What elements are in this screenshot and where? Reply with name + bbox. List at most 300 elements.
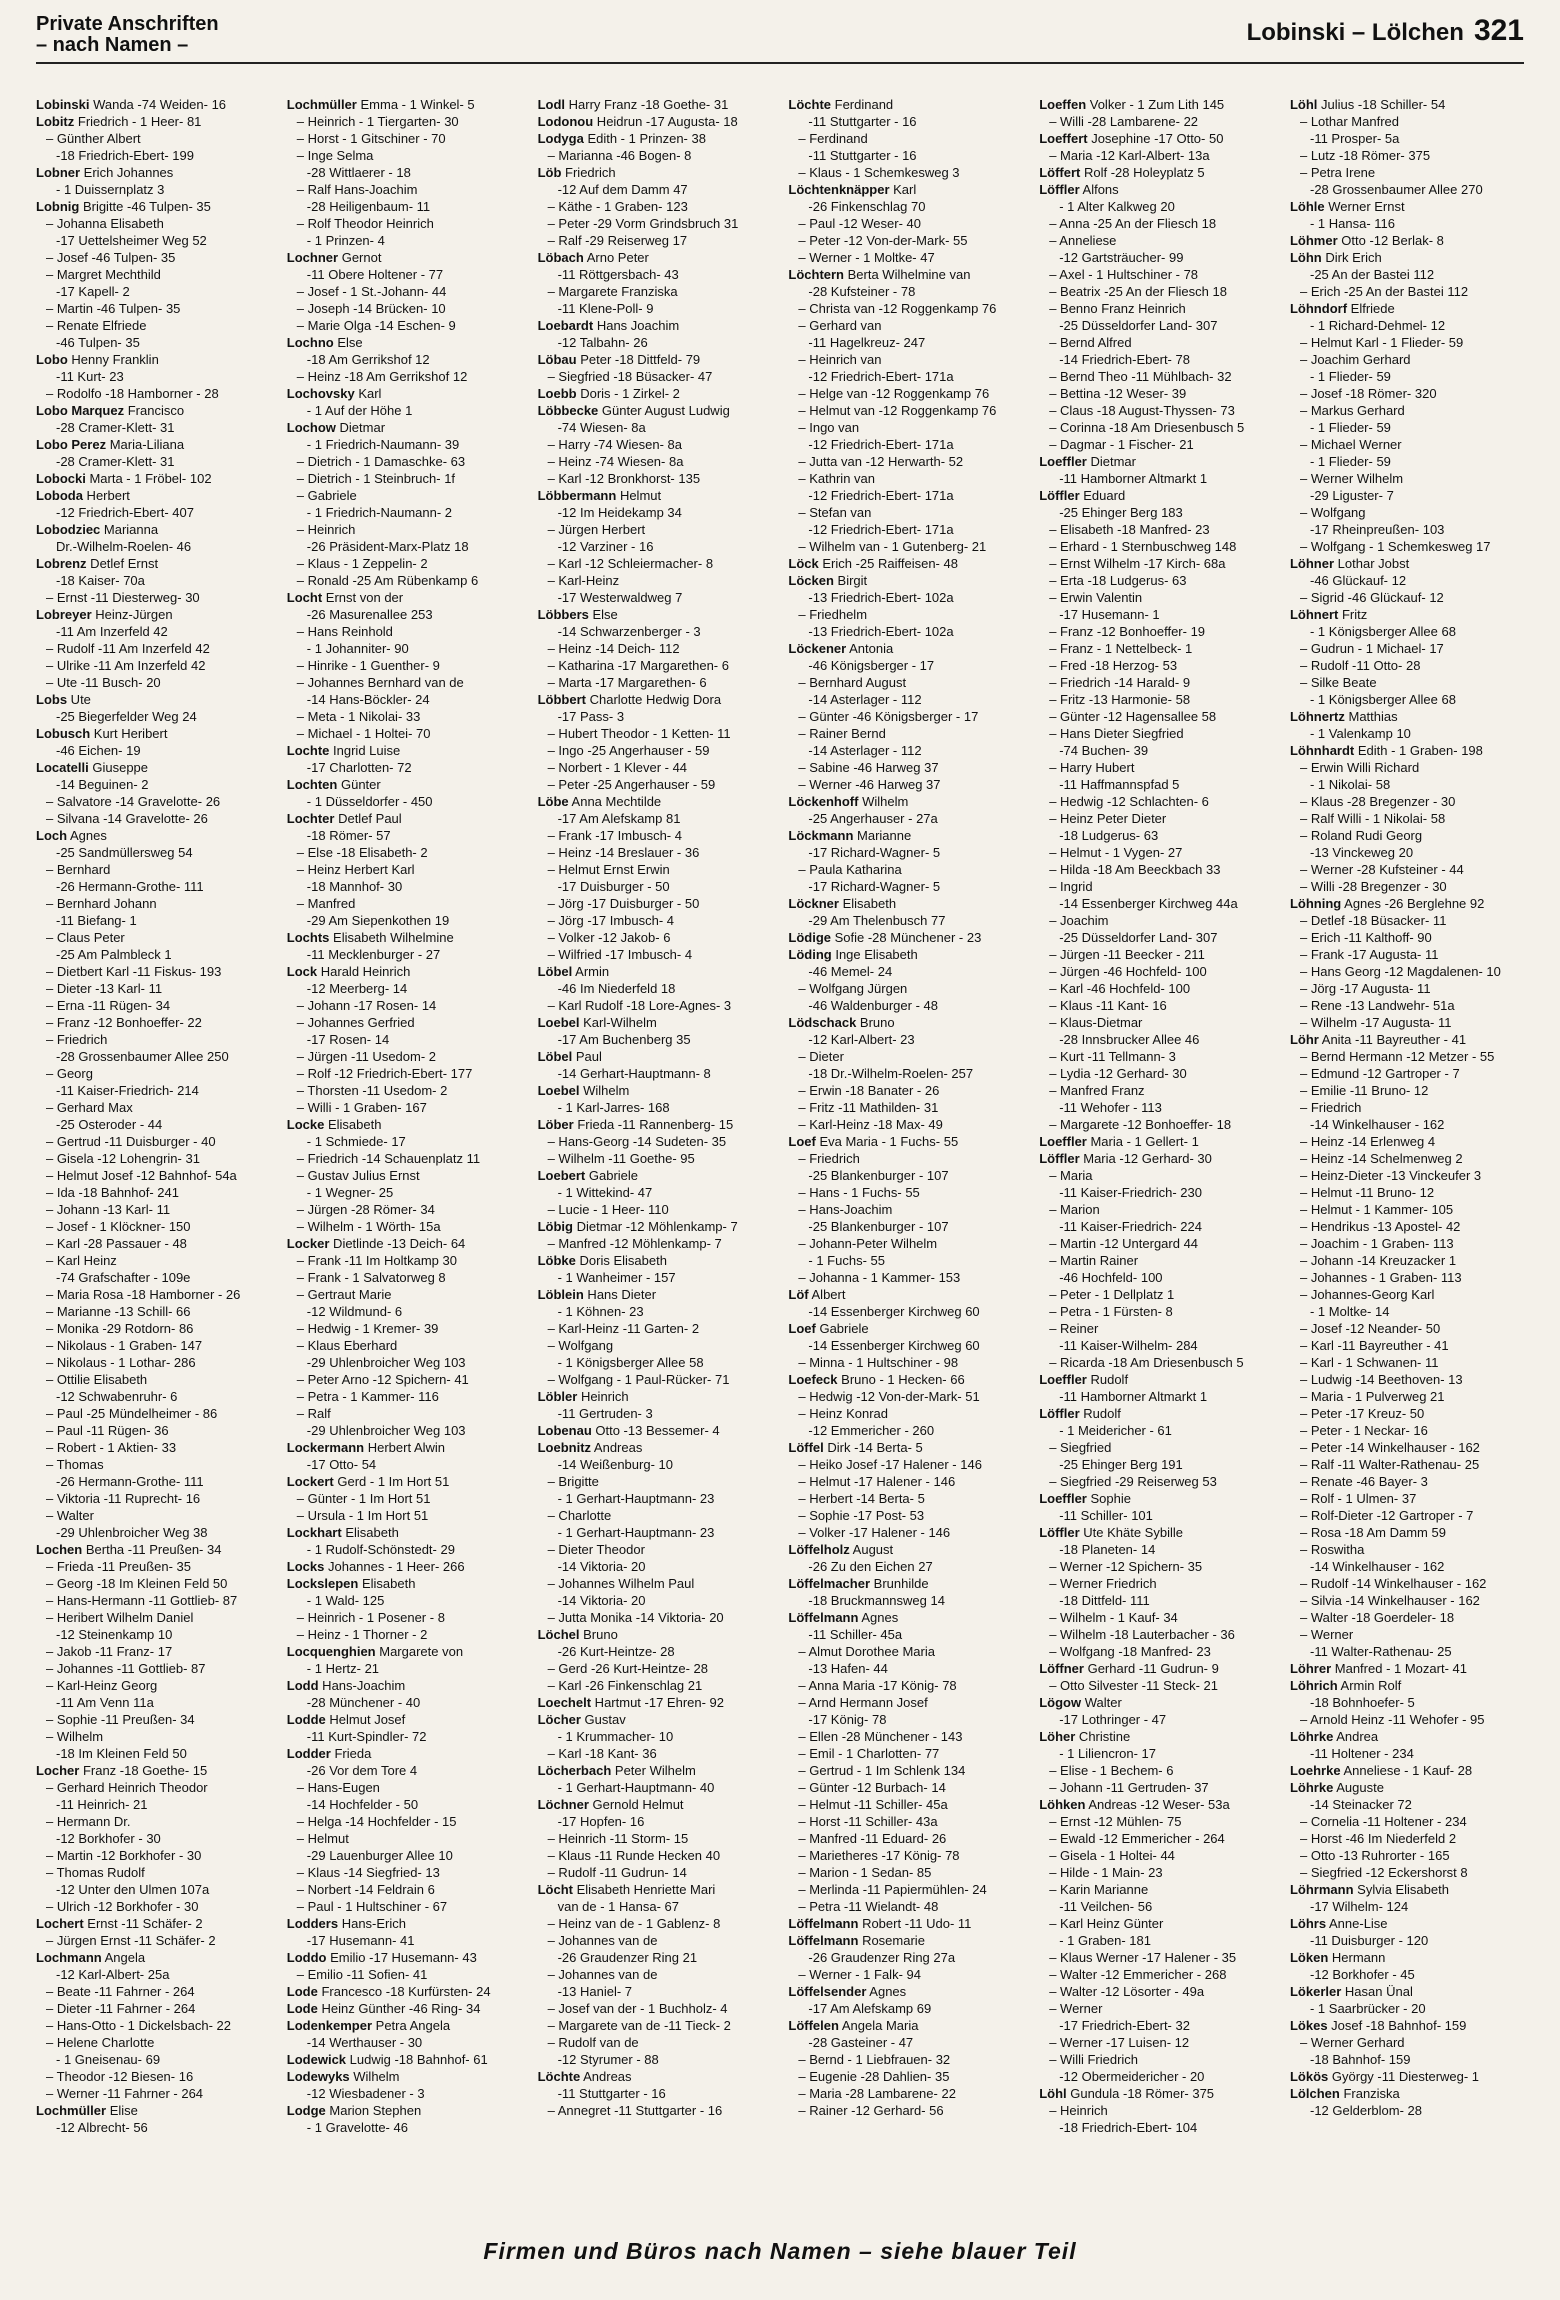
- listing-subentry: [36, 266, 272, 283]
- entry-text: – Helmut Karl - 1 Flieder- 59: [1299, 335, 1464, 350]
- entry-text: – Maria - 1 Pulverweg 21: [1299, 1389, 1445, 1404]
- listing-subentry: [287, 1201, 523, 1218]
- entry-text: -12 Albrecht- 56: [56, 2120, 148, 2135]
- listing-entry: [36, 759, 272, 776]
- listing-subentry: [287, 912, 523, 929]
- listing-subentry: [538, 895, 774, 912]
- entry-text: – Wolfgang: [1299, 505, 1366, 520]
- entry-text: Petra Angela: [372, 2018, 451, 2033]
- listing-entry: [1039, 130, 1275, 147]
- entry-text: -12 Borkhofer - 30: [56, 1831, 161, 1846]
- entry-text: – Bernd Hermann -12 Metzer - 55: [1299, 1049, 1495, 1064]
- surname: Löhmer: [1289, 233, 1338, 248]
- listing-subentry: [287, 1813, 523, 1830]
- entry-text: – Elisabeth -18 Manfred- 23: [1049, 522, 1210, 537]
- entry-text: Anneliese - 1 Kauf- 28: [1340, 1763, 1473, 1778]
- entry-text: – Johannes van de: [547, 1933, 658, 1948]
- entry-text: - 1 Königsberger Allee 68: [1309, 624, 1456, 639]
- listing-subentry: [538, 1133, 774, 1150]
- entry-text: Else: [588, 607, 618, 622]
- listing-subentry: [36, 963, 272, 980]
- entry-text: – Cornelia -11 Holtener - 234: [1299, 1814, 1467, 1829]
- entry-text: – Johann-Peter Wilhelm: [798, 1236, 938, 1251]
- entry-text: – Friedrich -14 Schauenplatz 11: [296, 1151, 481, 1166]
- listing-subentry: [287, 1932, 523, 1949]
- listing-subentry: [287, 215, 523, 232]
- entry-text: Marianna: [100, 522, 159, 537]
- listing-entry: [1290, 1762, 1526, 1779]
- entry-text: – Peter - 1 Dellplatz 1: [1049, 1287, 1175, 1302]
- surname: Lodders: [286, 1916, 339, 1931]
- listing-subentry: [1039, 1167, 1275, 1184]
- entry-text: – Peter -29 Vorm Grindsbruch 31: [547, 216, 739, 231]
- listing-subentry: [287, 1490, 523, 1507]
- listing-subentry: [36, 1354, 272, 1371]
- entry-text: – Ralf: [296, 1406, 331, 1421]
- listing-subentry: [36, 2085, 272, 2102]
- entry-text: - 1 Wald- 125: [306, 1593, 385, 1608]
- listing-subentry: [1290, 1813, 1526, 1830]
- listing-subentry: [788, 810, 1024, 827]
- listing-subentry: [788, 657, 1024, 674]
- entry-text: – Werner -17 Luisen- 12: [1049, 2035, 1190, 2050]
- entry-text: – Peter -12 Von-der-Mark- 55: [798, 233, 968, 248]
- entry-text: – Lothar Manfred: [1299, 114, 1399, 129]
- surname: Löffert: [1039, 165, 1081, 180]
- entry-text: – Jörg -17 Augusta- 11: [1299, 981, 1431, 996]
- listing-subentry: [538, 266, 774, 283]
- entry-text: – Werner: [1299, 1627, 1354, 1642]
- entry-text: – Bernd Theo -11 Mühlbach- 32: [1049, 369, 1232, 384]
- listing-subentry: [287, 1320, 523, 1337]
- listing-entry: [538, 249, 774, 266]
- entry-text: Ute Khäte Sybille: [1079, 1525, 1183, 1540]
- listing-subentry: [1290, 1490, 1526, 1507]
- listing-entry: [1039, 1660, 1275, 1677]
- entry-text: – Erta -18 Ludgerus- 63: [1049, 573, 1187, 588]
- listing-entry: [1039, 164, 1275, 181]
- entry-text: Kurt Heribert: [90, 726, 168, 741]
- entry-text: Birgit: [833, 573, 868, 588]
- entry-text: – Karl-Heinz -11 Garten- 2: [547, 1321, 700, 1336]
- entry-text: -17 Richard-Wagner- 5: [808, 845, 941, 860]
- surname: Löchtenknäpper: [788, 182, 890, 197]
- entry-text: – Beatrix -25 An der Fliesch 18: [1049, 284, 1227, 299]
- entry-text: – Willi -28 Lambarene- 22: [1049, 114, 1199, 129]
- listing-entry: [287, 2068, 523, 2085]
- listing-subentry: [287, 1371, 523, 1388]
- entry-text: – Klaus - 1 Schemkesweg 3: [798, 165, 960, 180]
- entry-text: – Jürgen -11 Beecker - 211: [1049, 947, 1205, 962]
- entry-text: -26 Zu den Eichen 27: [808, 1559, 933, 1574]
- surname: Löffler: [1039, 182, 1080, 197]
- entry-text: – Gertrud -11 Duisburger - 40: [46, 1134, 216, 1149]
- entry-text: – Johannes -11 Gottlieb- 87: [46, 1661, 206, 1676]
- entry-text: -12 Wildmund- 6: [306, 1304, 403, 1319]
- entry-text: – Margarete van de -11 Tieck- 2: [547, 2018, 731, 2033]
- listing-column-3: [538, 96, 774, 2226]
- surname: Löhn: [1289, 250, 1322, 265]
- entry-text: -29 Uhlenbroicher Weg 38: [56, 1525, 208, 1540]
- entry-text: – Joachim - 1 Graben- 113: [1299, 1236, 1454, 1251]
- entry-text: – Peter -17 Kreuz- 50: [1299, 1406, 1425, 1421]
- entry-text: – Dietrich - 1 Steinbruch- 1f: [296, 471, 456, 486]
- listing-subentry: [1039, 1201, 1275, 1218]
- listing-entry: [538, 1082, 774, 1099]
- entry-text: Harry Franz -18 Goethe- 31: [565, 97, 729, 112]
- listing-subentry: [287, 946, 523, 963]
- surname: Lockslepen: [286, 1576, 359, 1591]
- entry-text: – Helga -14 Hochfelder - 15: [296, 1814, 457, 1829]
- listing-subentry: [538, 1490, 774, 1507]
- entry-text: -12 Borkhofer - 45: [1309, 1967, 1415, 1982]
- entry-text: Ernst -11 Schäfer- 2: [83, 1916, 203, 1931]
- listing-entry: [36, 606, 272, 623]
- entry-text: Bruno: [579, 1627, 618, 1642]
- listing-subentry: [36, 674, 272, 691]
- entry-text: -11 Gertruden- 3: [557, 1406, 653, 1421]
- surname: Löhner: [1289, 556, 1335, 571]
- listing-subentry: [287, 1337, 523, 1354]
- entry-text: – Jörg -17 Imbusch- 4: [547, 913, 675, 928]
- entry-text: -28 Innsbrucker Allee 46: [1059, 1032, 1200, 1047]
- entry-text: -12 Obermeidericher - 20: [1059, 2069, 1205, 2084]
- surname: Lochmann: [36, 1950, 102, 1965]
- listing-subentry: [287, 113, 523, 130]
- surname: Lobnig: [36, 199, 80, 214]
- listing-entry: [1290, 300, 1526, 317]
- entry-text: – Josef -46 Tulpen- 35: [46, 250, 176, 265]
- entry-text: – Jutta van -12 Herwarth- 52: [798, 454, 964, 469]
- entry-text: – Erhard - 1 Sternbuschweg 148: [1049, 539, 1237, 554]
- entry-text: – Rene -13 Landwehr- 51a: [1299, 998, 1455, 1013]
- entry-text: Gernot: [338, 250, 382, 265]
- listing-subentry: [788, 487, 1024, 504]
- entry-text: Wilhelm: [349, 2069, 400, 2084]
- entry-text: – Martin -12 Untergard 44: [1049, 1236, 1199, 1251]
- entry-text: – Rolf Theodor Heinrich: [296, 216, 434, 231]
- entry-text: Elisabeth: [341, 1525, 399, 1540]
- entry-text: – Silvana -14 Gravelotte- 26: [46, 811, 208, 826]
- entry-text: – Karl-Heinz -18 Max- 49: [798, 1117, 943, 1132]
- listing-subentry: [538, 997, 774, 1014]
- entry-text: – Benno Franz Heinrich: [1049, 301, 1186, 316]
- entry-text: - 1 Flieder- 59: [1309, 420, 1391, 435]
- entry-text: – Werner -11 Fahrner - 264: [46, 2086, 204, 2101]
- listing-subentry: [1039, 1507, 1275, 1524]
- listing-subentry: [788, 912, 1024, 929]
- entry-text: – Wilhelm: [46, 1729, 104, 1744]
- entry-text: Dietmar: [1086, 454, 1136, 469]
- entry-text: – Klaus -11 Kant- 16: [1049, 998, 1167, 1013]
- surname: Lobner: [36, 165, 81, 180]
- listing-entry: [788, 1983, 1024, 2000]
- listing-subentry: [538, 1065, 774, 1082]
- listing-entry: [36, 96, 272, 113]
- listing-subentry: [1039, 249, 1275, 266]
- entry-text: – Norbert - 1 Klever - 44: [547, 760, 688, 775]
- listing-entry: [788, 1320, 1024, 1337]
- listing-subentry: [538, 232, 774, 249]
- entry-text: Frieda -11 Rannenberg- 15: [573, 1117, 734, 1132]
- running-header: [1247, 14, 1524, 48]
- entry-text: -17 Otto- 54: [306, 1457, 377, 1472]
- listing-subentry: [788, 1218, 1024, 1235]
- entry-text: – Markus Gerhard: [1299, 403, 1405, 418]
- entry-text: – Hendrikus -13 Apostel- 42: [1299, 1219, 1461, 1234]
- surname: Löhnert: [1289, 607, 1339, 622]
- listing-subentry: [788, 385, 1024, 402]
- entry-text: – Paul -25 Mündelheimer - 86: [46, 1406, 218, 1421]
- entry-text: – Manfred -12 Möhlenkamp- 7: [547, 1236, 722, 1251]
- listing-subentry: [287, 708, 523, 725]
- surname: Löf: [788, 1287, 809, 1302]
- surname: Lochter: [286, 811, 335, 826]
- listing-subentry: [287, 1762, 523, 1779]
- listing-subentry: [36, 1490, 272, 1507]
- surname: Löbbecke: [537, 403, 599, 418]
- listing-subentry: [1039, 1388, 1275, 1405]
- listing-entry: [788, 827, 1024, 844]
- entry-text: György -11 Diesterweg- 1: [1328, 2069, 1480, 2084]
- entry-text: – Helmut -17 Halener - 146: [798, 1474, 956, 1489]
- listing-subentry: [1290, 1116, 1526, 1133]
- listing-subentry: [287, 691, 523, 708]
- listing-subentry: [538, 623, 774, 640]
- entry-text: Albert: [808, 1287, 846, 1302]
- entry-text: – Detlef -18 Büsacker- 11: [1299, 913, 1447, 928]
- listing-subentry: [36, 1507, 272, 1524]
- listing-entry: [1290, 895, 1526, 912]
- listing-entry: [538, 963, 774, 980]
- listing-subentry: [287, 793, 523, 810]
- entry-text: – Heinz -14 Breslauer - 36: [547, 845, 700, 860]
- entry-text: – Peter -25 Angerhauser - 59: [547, 777, 716, 792]
- entry-text: Rudolf: [1086, 1372, 1129, 1387]
- listing-entry: [287, 2051, 523, 2068]
- listing-subentry: [1039, 555, 1275, 572]
- entry-text: Hans-Joachim: [318, 1678, 406, 1693]
- entry-text: Margarete von: [375, 1644, 464, 1659]
- listing-column-2: [287, 96, 523, 2226]
- entry-text: – Thorsten -11 Usedom- 2: [296, 1083, 448, 1098]
- entry-text: Hermann: [1328, 1950, 1386, 1965]
- entry-text: – Katharina -17 Margarethen- 6: [547, 658, 729, 673]
- listing-entry: [788, 1915, 1024, 1932]
- entry-text: Gerd - 1 Im Hort 51: [333, 1474, 450, 1489]
- entry-text: – Helmut Ernst Erwin: [547, 862, 670, 877]
- entry-text: -46 Im Niederfeld 18: [557, 981, 676, 996]
- entry-text: Antonia: [846, 641, 894, 656]
- listing-entry: [1039, 1796, 1275, 1813]
- entry-text: -14 Essenberger Kirchweg 60: [808, 1338, 980, 1353]
- entry-text: – Heribert Wilhelm Daniel: [46, 1610, 194, 1625]
- listing-entry: [538, 351, 774, 368]
- listing-subentry: [788, 759, 1024, 776]
- surname: Lockert: [286, 1474, 334, 1489]
- surname: Lochner: [286, 250, 339, 265]
- entry-text: – Ricarda -18 Am Driesenbusch 5: [1049, 1355, 1244, 1370]
- listing-subentry: [538, 2000, 774, 2017]
- listing-subentry: [788, 232, 1024, 249]
- listing-subentry: [788, 1269, 1024, 1286]
- listing-subentry: [287, 1014, 523, 1031]
- listing-subentry: [538, 1830, 774, 1847]
- listing-subentry: [538, 2085, 774, 2102]
- listing-entry: [1290, 1983, 1526, 2000]
- listing-entry: [788, 1932, 1024, 1949]
- listing-subentry: [36, 1439, 272, 1456]
- entry-text: – Marianna -46 Bogen- 8: [547, 148, 692, 163]
- entry-text: Heidrun -17 Augusta- 18: [593, 114, 738, 129]
- entry-text: -46 Waldenburger - 48: [808, 998, 938, 1013]
- listing-entry: [1290, 232, 1526, 249]
- listing-subentry: [1039, 402, 1275, 419]
- entry-text: – Ronald -25 Am Rübenkamp 6: [296, 573, 479, 588]
- entry-text: – Werner: [1049, 2001, 1103, 2016]
- listing-subentry: [788, 623, 1024, 640]
- listing-entry: [287, 776, 523, 793]
- listing-subentry: [788, 2051, 1024, 2068]
- listing-subentry: [287, 1269, 523, 1286]
- listing-subentry: [36, 1065, 272, 1082]
- listing-subentry: [788, 1847, 1024, 1864]
- entry-text: – Harry Hubert: [1049, 760, 1135, 775]
- listing-subentry: [1290, 1303, 1526, 1320]
- surname: Loeffert: [1039, 131, 1088, 146]
- listing-subentry: [1039, 2102, 1275, 2119]
- entry-text: – Karl -18 Kant- 36: [547, 1746, 657, 1761]
- listing-subentry: [1290, 1065, 1526, 1082]
- listing-subentry: [1290, 1388, 1526, 1405]
- surname: Locatelli: [36, 760, 89, 775]
- entry-text: -18 Am Gerrikshof 12: [306, 352, 430, 367]
- listing-subentry: [1039, 572, 1275, 589]
- entry-text: – Ulrike -11 Am Inzerfeld 42: [46, 658, 206, 673]
- listing-subentry: [1039, 946, 1275, 963]
- listing-entry: [538, 1711, 774, 1728]
- listing-subentry: [1290, 980, 1526, 997]
- listing-entry: [36, 555, 272, 572]
- listing-subentry: [36, 572, 272, 589]
- entry-text: – Helmut - 1 Kammer- 105: [1299, 1202, 1454, 1217]
- entry-text: – Jürgen -11 Usedom- 2: [296, 1049, 437, 1064]
- entry-text: -18 Bahnhof- 159: [1309, 2052, 1411, 2067]
- entry-text: -14 Steinacker 72: [1309, 1797, 1412, 1812]
- listing-entry: [788, 1609, 1024, 1626]
- listing-entry: [788, 2017, 1024, 2034]
- entry-text: – Christa van -12 Roggenkamp 76: [798, 301, 997, 316]
- listing-subentry: [36, 1473, 272, 1490]
- surname: Löchte: [788, 97, 832, 112]
- entry-text: – Bettina -12 Weser- 39: [1049, 386, 1187, 401]
- listing-subentry: [538, 283, 774, 300]
- surname: Löhrich: [1289, 1678, 1338, 1693]
- listing-entry: [1290, 742, 1526, 759]
- entry-text: – Wolfgang - 1 Schemkesweg 17: [1299, 539, 1491, 554]
- entry-text: – Heinz -14 Schelmenweg 2: [1299, 1151, 1463, 1166]
- listing-subentry: [1039, 470, 1275, 487]
- entry-text: – Friedrich: [46, 1032, 108, 1047]
- entry-text: – Heinz -18 Am Gerrikshof 12: [296, 369, 468, 384]
- entry-text: – Heinz-Dieter -13 Vinckeufer 3: [1299, 1168, 1482, 1183]
- listing-subentry: [287, 555, 523, 572]
- entry-text: -17 Friedrich-Ebert- 32: [1059, 2018, 1190, 2033]
- entry-text: – Emil - 1 Charlotten- 77: [798, 1746, 940, 1761]
- entry-text: – Ernst -11 Diesterweg- 30: [46, 590, 200, 605]
- entry-text: – Heinz -14 Deich- 112: [547, 641, 680, 656]
- entry-text: – Erich -11 Kalthoff- 90: [1299, 930, 1432, 945]
- entry-text: – Günter -12 Hagensallee 58: [1049, 709, 1217, 724]
- listing-subentry: [1039, 606, 1275, 623]
- listing-subentry: [36, 1388, 272, 1405]
- listing-subentry: [1039, 2068, 1275, 2085]
- entry-text: - 1 Krummacher- 10: [557, 1729, 674, 1744]
- listing-subentry: [788, 1167, 1024, 1184]
- listing-subentry: [1039, 1252, 1275, 1269]
- entry-text: – Ludwig -14 Beethoven- 13: [1299, 1372, 1463, 1387]
- entry-text: – Hedwig -12 Schlachten- 6: [1049, 794, 1209, 809]
- listing-subentry: [287, 997, 523, 1014]
- entry-text: -46 Königsberger - 17: [808, 658, 935, 673]
- surname: Löbke: [537, 1253, 576, 1268]
- entry-text: – Johannes Bernhard van de: [296, 675, 464, 690]
- listing-subentry: [788, 351, 1024, 368]
- entry-text: -28 Grossenbaumer Allee 250: [56, 1049, 229, 1064]
- entry-text: – Michael Werner: [1299, 437, 1402, 452]
- entry-text: – Frank - 1 Salvatorweg 8: [296, 1270, 446, 1285]
- listing-subentry: [1039, 368, 1275, 385]
- listing-entry: [287, 1575, 523, 1592]
- listing-subentry: [1290, 1796, 1526, 1813]
- entry-text: Edith - 1 Graben- 198: [1354, 743, 1483, 758]
- listing-subentry: [1290, 1609, 1526, 1626]
- entry-text: – Helmut Josef -12 Bahnhof- 54a: [46, 1168, 237, 1183]
- entry-text: Dietmar -12 Möhlenkamp- 7: [572, 1219, 738, 1234]
- listing-entry: [287, 1643, 523, 1660]
- listing-entry: [538, 1881, 774, 1898]
- listing-subentry: [287, 130, 523, 147]
- listing-subentry: [538, 2051, 774, 2068]
- listing-subentry: [1290, 861, 1526, 878]
- listing-subentry: [788, 1422, 1024, 1439]
- entry-text: – Marianne -13 Schill- 66: [46, 1304, 191, 1319]
- entry-text: - 1 Wittekind- 47: [557, 1185, 653, 1200]
- entry-text: -74 Buchen- 39: [1059, 743, 1149, 758]
- entry-text: -14 Werthauser - 30: [306, 2035, 423, 2050]
- footer-note: Firmen und Büros nach Namen – siehe blauer Teil: [483, 2238, 1077, 2264]
- entry-text: Sofie -28 Münchener - 23: [831, 930, 982, 945]
- listing-subentry: [1039, 538, 1275, 555]
- listing-subentry: [538, 946, 774, 963]
- entry-text: Josephine -17 Otto- 50: [1087, 131, 1224, 146]
- entry-text: Otto -12 Berlak- 8: [1337, 233, 1444, 248]
- entry-text: – Bernhard August: [798, 675, 907, 690]
- surname: Loef: [788, 1321, 816, 1336]
- listing-subentry: [36, 793, 272, 810]
- surname: Löhrke: [1289, 1729, 1334, 1744]
- entry-text: -18 Dittfeld- 111: [1059, 1593, 1150, 1608]
- listing-subentry: [788, 1116, 1024, 1133]
- listing-subentry: [538, 1609, 774, 1626]
- entry-text: – Siegfried -18 Büsacker- 47: [547, 369, 713, 384]
- surname: Lodd: [286, 1678, 319, 1693]
- listing-subentry: [1039, 589, 1275, 606]
- listing-subentry: [36, 147, 272, 164]
- entry-text: -26 Vor dem Tore 4: [306, 1763, 418, 1778]
- listing-subentry: [287, 1847, 523, 1864]
- surname: Löbler: [537, 1389, 578, 1404]
